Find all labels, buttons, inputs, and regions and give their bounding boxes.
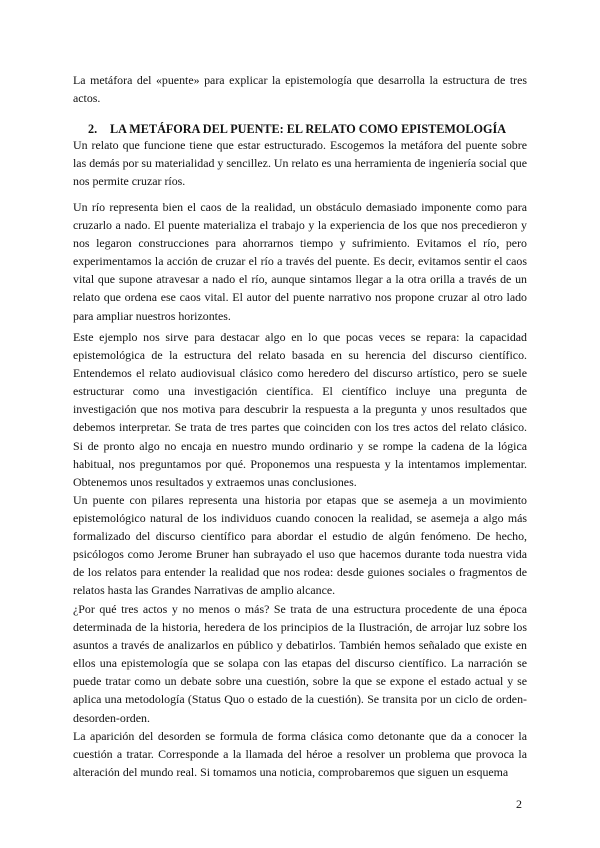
body-paragraph: Un puente con pilares representa una historia por etapas que se asemeja a un movimiento epistemológico natural de los individuos cuando conocen la realidad, se asemeja a algo más formalizado del discurso científico para abordar el estudio de algún fenómeno. De hecho, psicólogos como Jerome Bruner han subrayado el uso que hacemos durante toda nuestra vida de los relatos para entender la realidad que nos rodea: desde guiones sociales o fragmentos de relatos hasta las Grandes Narrativas de amplio alcance. xyxy=(73,493,527,598)
body-paragraph: Un relato que funcione tiene que estar estructurado. Escogemos la metáfora del puente sobre las demás por su materialidad y sencillez. Un relato es una herramienta de ingeniería social que nos permite cruzar ríos. xyxy=(73,138,527,189)
body-paragraph: ¿Por qué tres actos y no menos o más? Se trata de una estructura procedente de una época determinada de la historia, heredera de los principios de la Ilustración, de arrojar luz sobre los asuntos a través de analizarlos en público y debatirlos. También hemos señalado que existe en ellos una epistemología que se solapa con las etapas del discurso científico. La narración se puede tratar como un debate sobre una cuestión, sobre la que se expone el estado actual y se aplica una metodología (Status Quo o estado de la cuestión). Se transita por un ciclo de orden-desorden-orden. xyxy=(73,602,527,725)
body-paragraph: La aparición del desorden se formula de forma clásica como detonante que da a conocer la cuestión a tratar. Corresponde a la llamada del héroe a resolver un problema que provoca la alteración del mundo real. Si tomamos una noticia, comprobaremos que siguen un esquema xyxy=(73,729,527,780)
page-number: 2 xyxy=(516,797,522,811)
body-paragraph: Un río representa bien el caos de la realidad, un obstáculo demasiado imponente como para cruzarlo a nado. El puente materializa el trabajo y la experiencia de los que nos precedieron y nos legaron construcciones para ahorrarnos tiempo y sufrimiento. Evitamos el río, pero experimentamos la acción de cruzar el río a través del puente. Es decir, evitamos sentir el caos vital que supone atravesar a nado el río, aunque sintamos llegar a la otra orilla a través de un relato que ordena ese caos vital. El autor del puente narrativo nos propone cruzar al otro lado para ampliar nuestros horizontes. xyxy=(73,200,527,323)
section-number: 2. xyxy=(88,122,98,136)
intro-paragraph: La metáfora del «puente» para explicar la epistemología que desarrolla la estructura de tres actos. xyxy=(73,73,527,106)
body-paragraph: Este ejemplo nos sirve para destacar algo en lo que pocas veces se repara: la capacidad epistemológica de la estructura del relato basada en su herencia del discurso científico. Entendemos el relato audiovisual clásico como heredero del discurso artístico, pero se suele estructurar como una investigación científica. El científico incluye una pregunta de investigación que nos motiva para descubrir la respuesta a la pregunta y unos resultados que debemos interpretar. Se trata de tres partes que coinciden con los tres actos del relato clásico. Si de pronto algo no encaja en nuestro mundo ordinario y se rompe la cadena de la lógica habitual, nos preguntamos por qué. Proponemos una respuesta y la intentamos implementar. Obtenemos unos resultados y extraemos unas conclusiones. xyxy=(73,330,527,489)
section-title: LA METÁFORA DEL PUENTE: EL RELATO COMO EPISTEMOLOGÍA xyxy=(110,122,507,136)
